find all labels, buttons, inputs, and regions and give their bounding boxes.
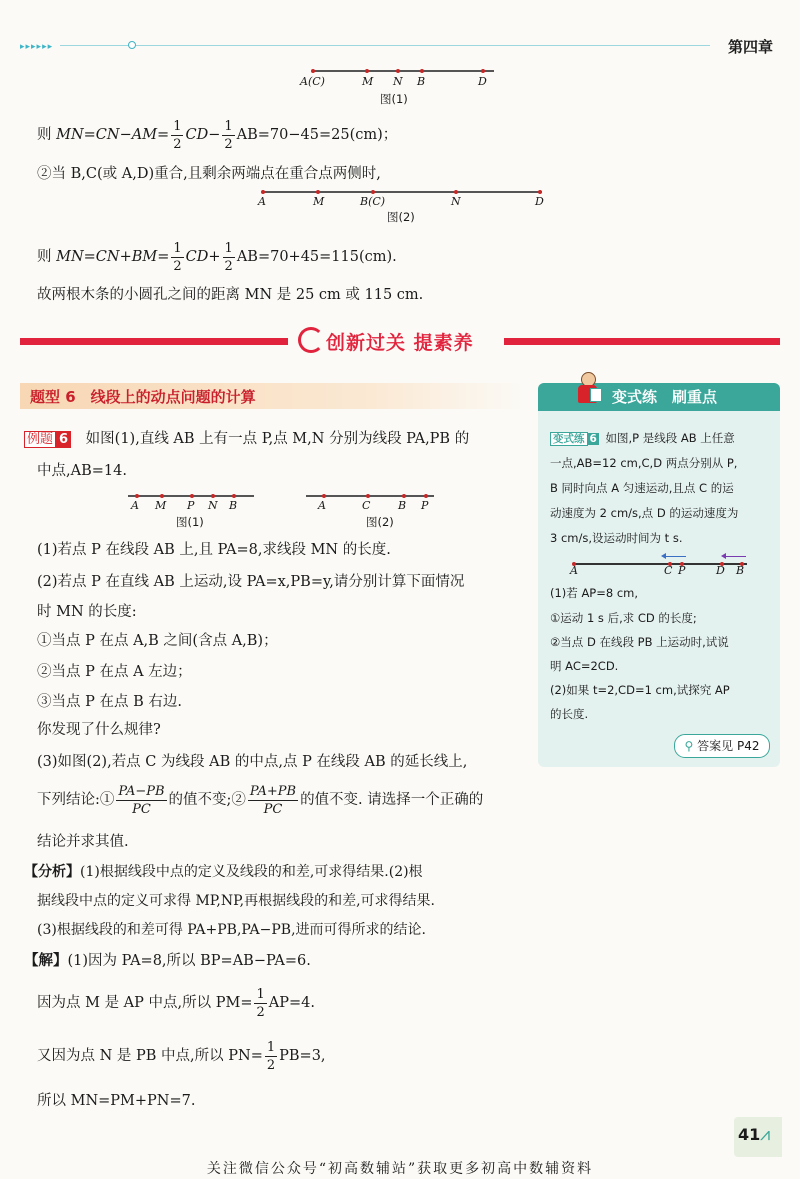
arrow-left-icon — [664, 556, 686, 557]
question-1: (1)若点 P 在线段 AB 上,且 PA=8,求线段 MN 的长度. — [37, 542, 391, 558]
point-dot — [316, 190, 320, 194]
banner-title: 创新过关 提素养 — [326, 332, 474, 354]
example-line-2: 中点,AB=14. — [37, 463, 127, 479]
text: (1)因为 PA=8,所以 BP=AB−PA=6. — [67, 953, 311, 969]
solution-line-4: 所以 MN=PM+PN=7. — [37, 1093, 196, 1109]
point-label: P — [187, 499, 195, 512]
practice-q-5: (2)如果 t=2,CD=1 cm,试探究 AP — [550, 683, 730, 697]
point-dot — [232, 494, 236, 498]
point-label: A — [570, 564, 578, 577]
arrow-left-icon — [724, 556, 746, 557]
figure-caption: 图(1) — [176, 515, 204, 529]
point-dot — [538, 190, 542, 194]
figure-caption: 图(2) — [387, 210, 415, 224]
figure-caption: 图(1) — [380, 92, 408, 106]
solution-line-1 — [24, 951, 311, 971]
point-dot — [371, 190, 375, 194]
point-dot — [365, 69, 369, 73]
practice-badge: 变式练 — [550, 432, 588, 446]
point-dot — [160, 494, 164, 498]
section-title: 题型 6 线段上的动点问题的计算 — [30, 388, 256, 406]
practice-number: 6 — [589, 433, 597, 445]
math-expr: CD− — [185, 127, 221, 143]
point-label: B — [398, 499, 407, 512]
math-expr: CD+ — [185, 249, 221, 265]
point-label: N — [451, 195, 461, 208]
point-dot — [424, 494, 428, 498]
fraction-1: $\frac{PA-PB}{PC}$ — [118, 783, 165, 817]
case-2-text: ②当 B,C(或 A,D)重合,且剩余两端点在重合点两侧时, — [37, 166, 381, 182]
point-label: M — [155, 499, 167, 512]
header-rule — [60, 45, 710, 46]
case-3: ③当点 P 在点 B 右边. — [37, 694, 182, 710]
practice-q-6: 的长度. — [550, 707, 589, 721]
solution-line-2 — [37, 983, 315, 1023]
question-3-line-1: (3)如图(2),若点 C 为线段 AB 的中点,点 P 在线段 AB 的延长线上, — [37, 754, 468, 770]
fraction-half: $\frac{1}{2}$ — [266, 1039, 276, 1073]
point-label: A(C) — [300, 75, 325, 88]
practice-q-4: 明 AC=2CD. — [550, 659, 619, 673]
point-label: C — [362, 499, 371, 512]
text: 则 — [37, 249, 57, 265]
equation-line-2 — [37, 237, 397, 277]
equation-line-1 — [37, 115, 397, 155]
solution-tag: 【解】 — [24, 953, 68, 969]
point-label: A — [131, 499, 139, 512]
point-dot — [261, 190, 265, 194]
question-3-line-2 — [37, 780, 483, 820]
student-icon — [574, 370, 600, 406]
point-label: N — [393, 75, 403, 88]
text: (1)根据线段中点的定义及线段的和差,可求得结果.(2)根 — [80, 864, 423, 880]
question-2-line-1: (2)若点 P 在直线 AB 上运动,设 PA=x,PB=y,请分别计算下面情况 — [37, 574, 465, 590]
arrow-head — [721, 553, 726, 559]
point-label: D — [716, 564, 725, 577]
text: AP=4. — [268, 995, 315, 1011]
header-circle-icon — [128, 41, 136, 49]
footer-note: 关注微信公众号“初高数辅站”获取更多初高中数辅资料 — [206, 1161, 594, 1177]
point-dot — [135, 494, 139, 498]
question-2-line-2: 时 MN 的长度: — [37, 604, 137, 620]
practice-line-1 — [550, 428, 735, 450]
analysis-line-2: 据线段中点的定义可求得 MP,NP,再根据线段的和差,可求得结果. — [37, 893, 436, 909]
point-label: B(C) — [360, 195, 386, 208]
fraction-half: $\frac{1}{2}$ — [256, 986, 265, 1020]
question-2-line-3: 你发现了什么规律? — [37, 722, 161, 738]
number-line — [312, 70, 494, 72]
point-label: C — [664, 564, 673, 577]
practice-q-1: (1)若 AP=8 cm, — [550, 586, 639, 600]
text: PB=3, — [279, 1048, 326, 1064]
point-dot — [402, 494, 406, 498]
point-dot — [190, 494, 194, 498]
point-dot — [322, 494, 326, 498]
example-badge: 例题 — [24, 431, 56, 448]
point-label: N — [208, 499, 218, 512]
point-label: D — [535, 195, 544, 208]
header-decoration: ▸▸▸▸▸▸ — [20, 42, 54, 52]
math-expr: MN=CN−AM= — [56, 127, 170, 143]
fraction-half: $\frac{1}{2}$ — [173, 240, 182, 274]
point-dot — [311, 69, 315, 73]
point-label: M — [313, 195, 325, 208]
solution-line-3 — [37, 1036, 326, 1076]
text: 的值不变;② — [168, 792, 246, 808]
figure-caption: 图(2) — [366, 515, 394, 529]
chapter-title: 第四章 — [728, 38, 774, 56]
text: 的值不变. 请选择一个正确的 — [300, 792, 484, 808]
text: 如图,P 是线段 AB 上任意 — [605, 431, 735, 445]
math-expr: AB=70+45=115(cm). — [236, 249, 397, 265]
text: 下列结论:① — [37, 792, 115, 808]
case-1: ①当点 P 在点 A,B 之间(含点 A,B)； — [37, 633, 278, 649]
practice-q-3: ②当点 D 在线段 PB 上运动时,试说 — [550, 635, 729, 649]
question-3-line-3: 结论并求其值. — [37, 834, 129, 850]
page-number: 41 — [738, 1125, 761, 1144]
analysis-line-3: (3)根据线段的和差可得 PA+PB,PA−PB,进而可得所求的结论. — [37, 922, 426, 938]
text: 如图(1),直线 AB 上有一点 P,点 M,N 分别为线段 PA,PB 的 — [85, 431, 470, 447]
point-dot — [454, 190, 458, 194]
banner-swirl-icon — [298, 327, 324, 353]
point-dot — [420, 69, 424, 73]
analysis-tag: 【分析】 — [24, 864, 80, 880]
compass-icon: ⩘ — [760, 1124, 771, 1145]
text: 因为点 M 是 AP 中点,所以 PM= — [37, 995, 253, 1011]
fraction-2: $\frac{PA+PB}{PC}$ — [249, 783, 297, 817]
analysis-line-1 — [24, 862, 423, 882]
practice-line-5: 3 cm/s,设运动时间为 t s. — [550, 531, 683, 545]
conclusion-text: 故两根木条的小圆孔之间的距离 MN 是 25 cm 或 115 cm. — [37, 287, 424, 303]
point-dot — [211, 494, 215, 498]
arrow-head — [661, 553, 666, 559]
point-label: D — [478, 75, 487, 88]
pin-icon: ⚲ — [684, 739, 694, 753]
point-label: B — [736, 564, 745, 577]
point-dot — [396, 69, 400, 73]
math-expr: MN=CN+BM= — [56, 249, 170, 265]
point-label: B — [229, 499, 238, 512]
practice-line-2: 一点,AB=12 cm,C,D 两点分别从 P, — [550, 456, 738, 470]
practice-line-4: 动速度为 2 cm/s,点 D 的运动速度为 — [550, 506, 739, 520]
practice-line-3: B 同时向点 A 匀速运动,且点 C 的运 — [550, 481, 734, 495]
practice-title: 变式练 刷重点 — [612, 388, 718, 406]
point-label: B — [417, 75, 426, 88]
text: 又因为点 N 是 PB 中点,所以 PN= — [37, 1048, 263, 1064]
answer-label: 答案见 P42 — [697, 739, 760, 753]
example-line-1 — [24, 429, 469, 450]
point-label: P — [678, 564, 686, 577]
point-dot — [481, 69, 485, 73]
point-label: A — [318, 499, 326, 512]
answer-reference-button[interactable] — [674, 734, 770, 758]
point-label: A — [258, 195, 266, 208]
case-2: ②当点 P 在点 A 左边； — [37, 664, 192, 680]
point-dot — [366, 494, 370, 498]
point-label: P — [421, 499, 429, 512]
text: 则 — [37, 127, 57, 143]
practice-q-2: ①运动 1 s 后,求 CD 的长度; — [550, 611, 697, 625]
fraction-half: $\frac{1}{2}$ — [224, 240, 233, 274]
math-expr: AB=70−45=25(cm)； — [236, 127, 398, 143]
fraction-half: $\frac{1}{2}$ — [224, 118, 233, 152]
point-label: M — [362, 75, 374, 88]
fraction-half: $\frac{1}{2}$ — [173, 118, 182, 152]
example-number: 6 — [56, 431, 71, 448]
number-line — [262, 191, 542, 193]
